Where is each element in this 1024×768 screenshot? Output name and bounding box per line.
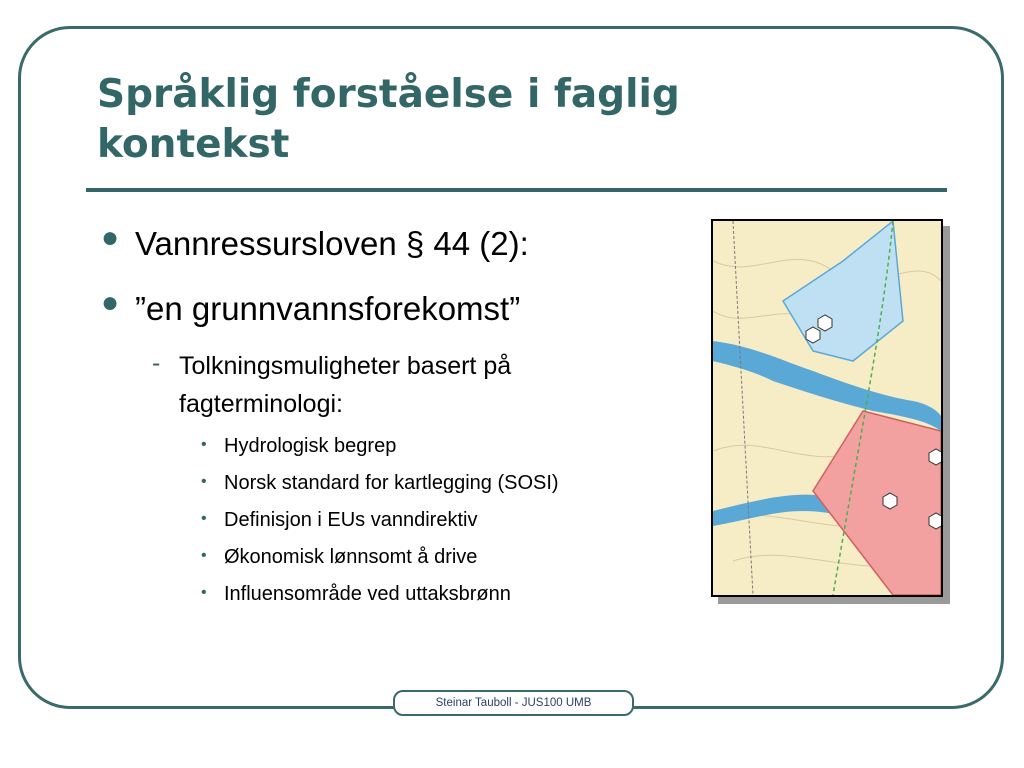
bullet-item: Vannressursloven § 44 (2):: [135, 225, 529, 262]
sub-sub-bullet-item: Influensområde ved uttaksbrønn: [224, 583, 511, 605]
bullet-icon: •: [201, 510, 207, 527]
well-marker: [806, 327, 820, 343]
slide-title-line-1: Språklig forståelse i faglig: [97, 72, 680, 117]
dash-icon: -: [152, 349, 161, 377]
well-marker: [818, 315, 832, 331]
well-marker: [929, 513, 941, 529]
sub-sub-bullet-item: Hydrologisk begrep: [224, 435, 397, 457]
well-marker: [883, 493, 897, 509]
bullet-icon: •: [201, 584, 207, 601]
sub-sub-bullet-item: Norsk standard for kartlegging (SOSI): [224, 472, 559, 494]
sub-sub-bullet-item: Økonomisk lønnsomt å drive: [224, 546, 478, 568]
sub-bullet-item: [179, 347, 679, 423]
bullet-item: ”en grunnvannsforekomst”: [135, 290, 521, 327]
bullet-icon: ●: [101, 286, 120, 319]
bullet-icon: •: [201, 473, 207, 490]
bullet-icon: •: [201, 436, 207, 453]
bullet-icon: •: [201, 547, 207, 564]
footer-label: Steinar Tauboll - JUS100 UMB: [393, 690, 634, 716]
sub-sub-bullet-item: Definisjon i EUs vanndirektiv: [224, 509, 478, 531]
slide-title: [97, 70, 857, 170]
sub-bullet-line-1: Tolkningsmuligheter basert på: [179, 352, 512, 380]
groundwater-map-image: [711, 219, 943, 597]
well-marker: [929, 449, 941, 465]
slide-title-line-2: kontekst: [97, 122, 290, 167]
bullet-icon: ●: [101, 221, 120, 254]
sub-bullet-line-2: fagterminologi:: [179, 390, 343, 418]
title-divider: [86, 188, 947, 192]
